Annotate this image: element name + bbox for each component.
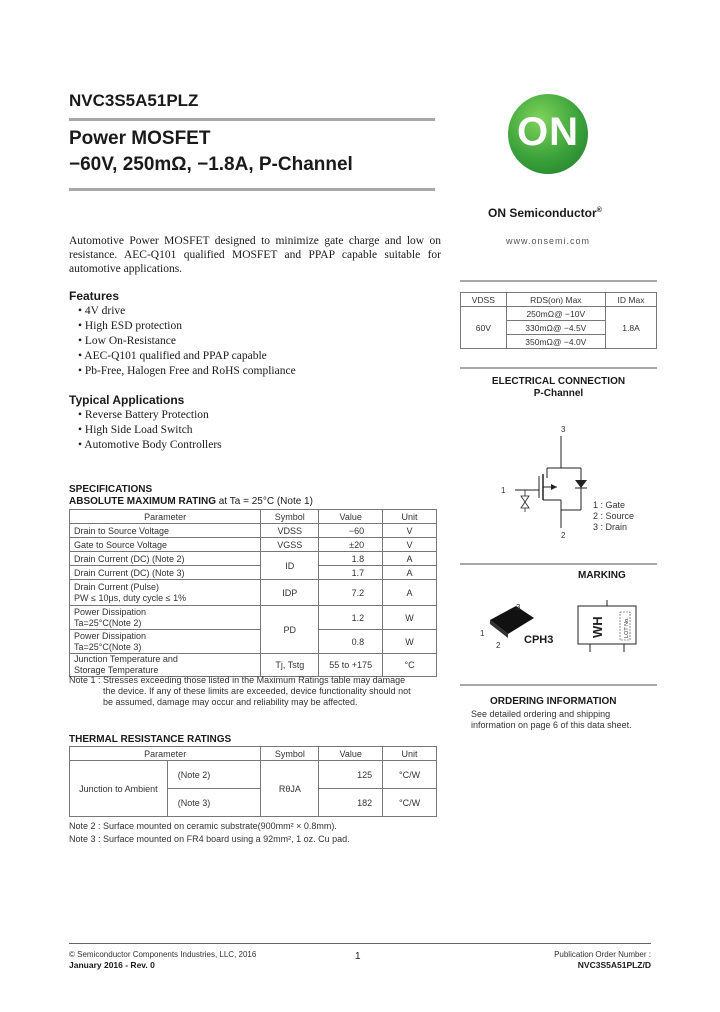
application-item: • High Side Load Switch — [78, 424, 193, 436]
col-symbol: Symbol — [261, 510, 319, 524]
note-2: Note 2 : Surface mounted on ceramic substrate(900mm² × 0.8mm). — [69, 821, 337, 831]
applications-heading: Typical Applications — [69, 393, 185, 407]
summary-rds-4-5v: 330mΩ@ −4.5V — [506, 321, 605, 335]
table-row: Drain Current (DC) (Note 2) ID 1.8 A — [70, 552, 437, 566]
note-1: Note 1 : Stresses exceeding those listed in the Maximum Ratings table may damage the device. If any of these limits are exceeded, device functionality should not be assumed, damage may occur and reliability may be affected. — [69, 675, 411, 707]
summary-header-vdss: VDSS — [461, 293, 507, 307]
part-number: NVC3S5A51PLZ — [69, 91, 199, 110]
connection-rule — [460, 367, 657, 369]
pin2-label: 2 — [561, 531, 566, 540]
website-url: www.onsemi.com — [505, 236, 591, 246]
copyright: © Semiconductor Components Industries, LLC, 2016 — [69, 950, 257, 959]
title-rule-top — [69, 118, 435, 121]
applications-list — [78, 408, 222, 453]
summary-header-rds: RDS(on) Max — [506, 293, 605, 307]
package-pin2: 2 — [496, 641, 501, 650]
col-unit: Unit — [383, 510, 437, 524]
table-row: Gate to Source Voltage VGSS ±20 V — [70, 538, 437, 552]
pin3-label: 3 — [561, 425, 566, 434]
application-item: • Reverse Battery Protection — [78, 409, 209, 421]
ordering-rule — [460, 684, 657, 686]
feature-item: • AEC-Q101 qualified and PPAP capable — [78, 350, 267, 362]
summary-vdss: 60V — [461, 307, 507, 349]
table-row: Power Dissipation Ta=25°C(Note 2) PD 1.2 W — [70, 606, 437, 630]
feature-item: • Pb-Free, Halogen Free and RoHS compliance — [78, 365, 296, 377]
document-subtitle: −60V, 250mΩ, −1.8A, P-Channel — [69, 154, 353, 175]
marking-rule — [460, 563, 657, 565]
summary-id: 1.8A — [606, 307, 657, 349]
features-list — [78, 304, 296, 379]
title-rule-bottom — [69, 188, 435, 191]
table-row: Junction Temperature and Storage Temperature Tj, Tstg 55 to +175 °C — [70, 654, 437, 677]
specs-subheading: ABSOLUTE MAXIMUM RATING at Ta = 25°C (Note 1) — [69, 496, 313, 507]
package-pin1: 1 — [480, 629, 485, 638]
esd-diode-1 — [521, 496, 529, 502]
body-arrow — [551, 484, 557, 490]
company-name: ON Semiconductor® — [488, 206, 602, 220]
ordering-title: ORDERING INFORMATION — [490, 696, 617, 707]
summary-table — [460, 292, 657, 349]
connection-subtitle: P-Channel — [533, 388, 584, 399]
pin-legend-source: 2 : Source — [593, 511, 635, 521]
intro-paragraph: Automotive Power MOSFET designed to minimize gate charge and low on resistance. AEC-Q101 qualified MOSFET and PPAP capable suitable for automotive applications. — [69, 235, 441, 275]
publication-number: NVC3S5A51PLZ/D — [577, 960, 651, 970]
marking-diagram — [572, 600, 642, 652]
connection-title: ELECTRICAL CONNECTION — [491, 376, 626, 387]
package-body — [490, 606, 534, 634]
table-row: Drain to Source Voltage VDSS −60 V — [70, 524, 437, 538]
feature-item: • High ESD protection — [78, 320, 183, 332]
col-parameter: Parameter — [70, 510, 261, 524]
publication-label: Publication Order Number : — [554, 950, 651, 959]
application-item: • Automotive Body Controllers — [78, 439, 222, 451]
on-logo — [508, 94, 588, 174]
pin-legend — [593, 500, 634, 533]
note-3: Note 3 : Surface mounted on FR4 board using a 92mm², 1 oz. Cu pad. — [69, 834, 350, 844]
table-row: (Note 3) 182 °C/W — [70, 789, 437, 817]
pin1-label: 1 — [501, 486, 506, 495]
thermal-table: Parameter Symbol Value Unit Junction to Ambient (Note 2) RθJA 125 °C/W (Note 3) 182 °C/W — [69, 746, 437, 817]
feature-item: • 4V drive — [78, 305, 126, 317]
logo-text: ON — [517, 110, 579, 154]
marking-code: WH — [590, 616, 605, 638]
summary-header-id: ID Max — [606, 293, 657, 307]
summary-rds-10v: 250mΩ@ −10V — [506, 307, 605, 321]
thermal-heading: THERMAL RESISTANCE RATINGS — [69, 734, 232, 745]
package-name: CPH3 — [524, 634, 554, 646]
summary-rule — [460, 280, 657, 282]
revision-date: January 2016 - Rev. 0 — [69, 960, 155, 970]
col-value: Value — [319, 510, 383, 524]
absolute-max-table — [69, 509, 437, 677]
pchannel-schematic — [495, 420, 605, 540]
specs-heading: SPECIFICATIONS — [69, 484, 153, 495]
marking-title: MARKING — [578, 570, 626, 581]
table-row: Power Dissipation Ta=25°C(Note 3) 0.8 W — [70, 630, 437, 654]
pin-legend-gate: 1 : Gate — [593, 500, 626, 510]
document-title: Power MOSFET — [69, 128, 211, 149]
summary-rds-4-0v: 350mΩ@ −4.0V — [506, 335, 605, 349]
page-number: 1 — [355, 951, 361, 962]
table-row: Drain Current (Pulse) PW ≤ 10μs, duty cycle ≤ 1% IDP 7.2 A — [70, 580, 437, 606]
marking-lot: LOT No. — [624, 617, 630, 638]
package-pin3: 3 — [516, 603, 521, 612]
table-row: Drain Current (DC) (Note 3) 1.7 A — [70, 566, 437, 580]
body-diode — [575, 480, 587, 488]
features-heading: Features — [69, 289, 120, 303]
table-row: Junction to Ambient (Note 2) RθJA 125 °C/W — [70, 761, 437, 789]
esd-diode-2 — [521, 502, 529, 508]
feature-item: • Low On-Resistance — [78, 335, 176, 347]
footer-rule — [69, 943, 651, 944]
ordering-text: See detailed ordering and shipping information on page 6 of this data sheet. — [471, 709, 632, 730]
pin-legend-drain: 3 : Drain — [593, 522, 628, 532]
